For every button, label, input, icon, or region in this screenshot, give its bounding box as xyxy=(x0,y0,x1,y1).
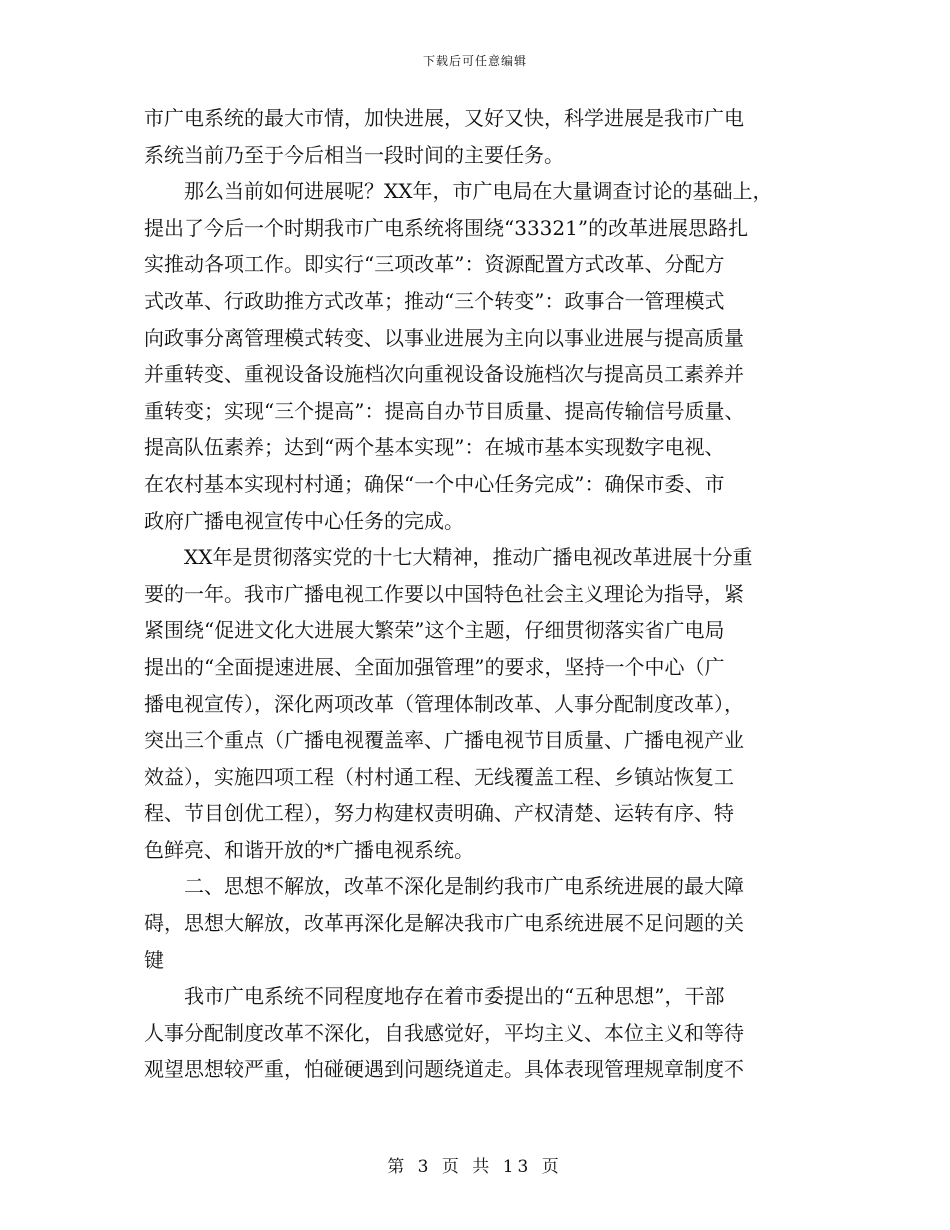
text-line: 提高队伍素养；达到“两个基本实现”：在城市基本实现数字电视、 xyxy=(144,435,725,460)
paragraph xyxy=(144,978,809,1088)
text-line: 并重转变、重视设备设施档次向重视设备设施档次与提高员工素养并 xyxy=(144,362,744,387)
text-line: 键 xyxy=(144,947,164,972)
text-line: 市广电系统的最大市情，加快进展，又好又快，科学进展是我市广电 xyxy=(144,106,744,130)
text-line: 向政事分离管理模式转变、以事业进展为主向以事业进展与提高质量 xyxy=(144,325,744,350)
text-line: 色鲜亮、和谐开放的*广播电视系统。 xyxy=(144,837,474,862)
text-line: 我市广电系统不同程度地存在着市委提出的“五种思想”，干部 xyxy=(144,984,725,1009)
text-line: 实推动各项工作。即实行“三项改革”：资源配置方式改革、分配方 xyxy=(144,252,725,277)
page-footer: 第 3 页 共 13 页 xyxy=(387,1157,563,1177)
text-line: 碍，思想大解放，改革再深化是解决我市广电系统进展不足问题的关 xyxy=(144,911,744,936)
text-line: 系统当前乃至于今后相当一段时间的主要任务。 xyxy=(144,142,564,167)
text-line: 程、节目创优工程），努力构建权责明确、产权清楚、运转有序、特 xyxy=(144,801,734,826)
text-line: 二、思想不解放，改革不深化是制约我市广电系统进展的最大障 xyxy=(144,874,744,899)
text-line: 播电视宣传），深化两项改革（管理体制改革、人事分配制度改革）， xyxy=(144,691,744,716)
text-line: 效益），实施四项工程（村村通工程、无线覆盖工程、乡镇站恢复工 xyxy=(144,764,734,789)
text-line: 人事分配制度改革不深化，自我感觉好，平均主义、本位主义和等待 xyxy=(144,1020,744,1045)
paragraph xyxy=(144,173,809,539)
text-line: 突出三个重点（广播电视覆盖率、广播电视节目质量、广播电视产业 xyxy=(144,728,744,753)
text-line: XX年是贯彻落实党的十七大精神，推动广播电视改革进展十分重 xyxy=(144,545,753,570)
section-heading xyxy=(144,868,809,978)
text-line: 那么当前如何进展呢？XX年，市广电局在大量调查讨论的基础上， xyxy=(144,179,773,204)
text-line: 式改革、行政助推方式改革；推动“三个转变”：政事合一管理模式 xyxy=(144,288,725,313)
text-line: 政府广播电视宣传中心任务的完成。 xyxy=(144,508,464,533)
text-line: 紧围绕“促进文化大进展大繁荣”这个主题，仔细贯彻落实省广电局 xyxy=(144,618,725,643)
text-line: 重转变；实现“三个提高”：提高自办节目质量、提高传输信号质量、 xyxy=(144,398,745,423)
page-header: 下载后可任意编辑 xyxy=(422,54,527,68)
text-line: 在农村基本实现村村通；确保“一个中心任务完成”：确保市委、市 xyxy=(144,471,725,496)
paragraph xyxy=(144,539,809,868)
paragraph xyxy=(144,100,809,173)
text-line: 提出的“全面提速进展、全面加强管理”的要求，坚持一个中心（广 xyxy=(144,654,725,679)
text-line: 提出了今后一个时期我市广电系统将围绕“33321”的改革进展思路扎 xyxy=(144,215,749,240)
text-line: 观望思想较严重，怕碰硬遇到问题绕道走。具体表现管理规章制度不 xyxy=(144,1057,744,1082)
document-body xyxy=(144,100,809,1088)
text-line: 要的一年。我市广播电视工作要以中国特色社会主义理论为指导，紧 xyxy=(144,581,744,606)
